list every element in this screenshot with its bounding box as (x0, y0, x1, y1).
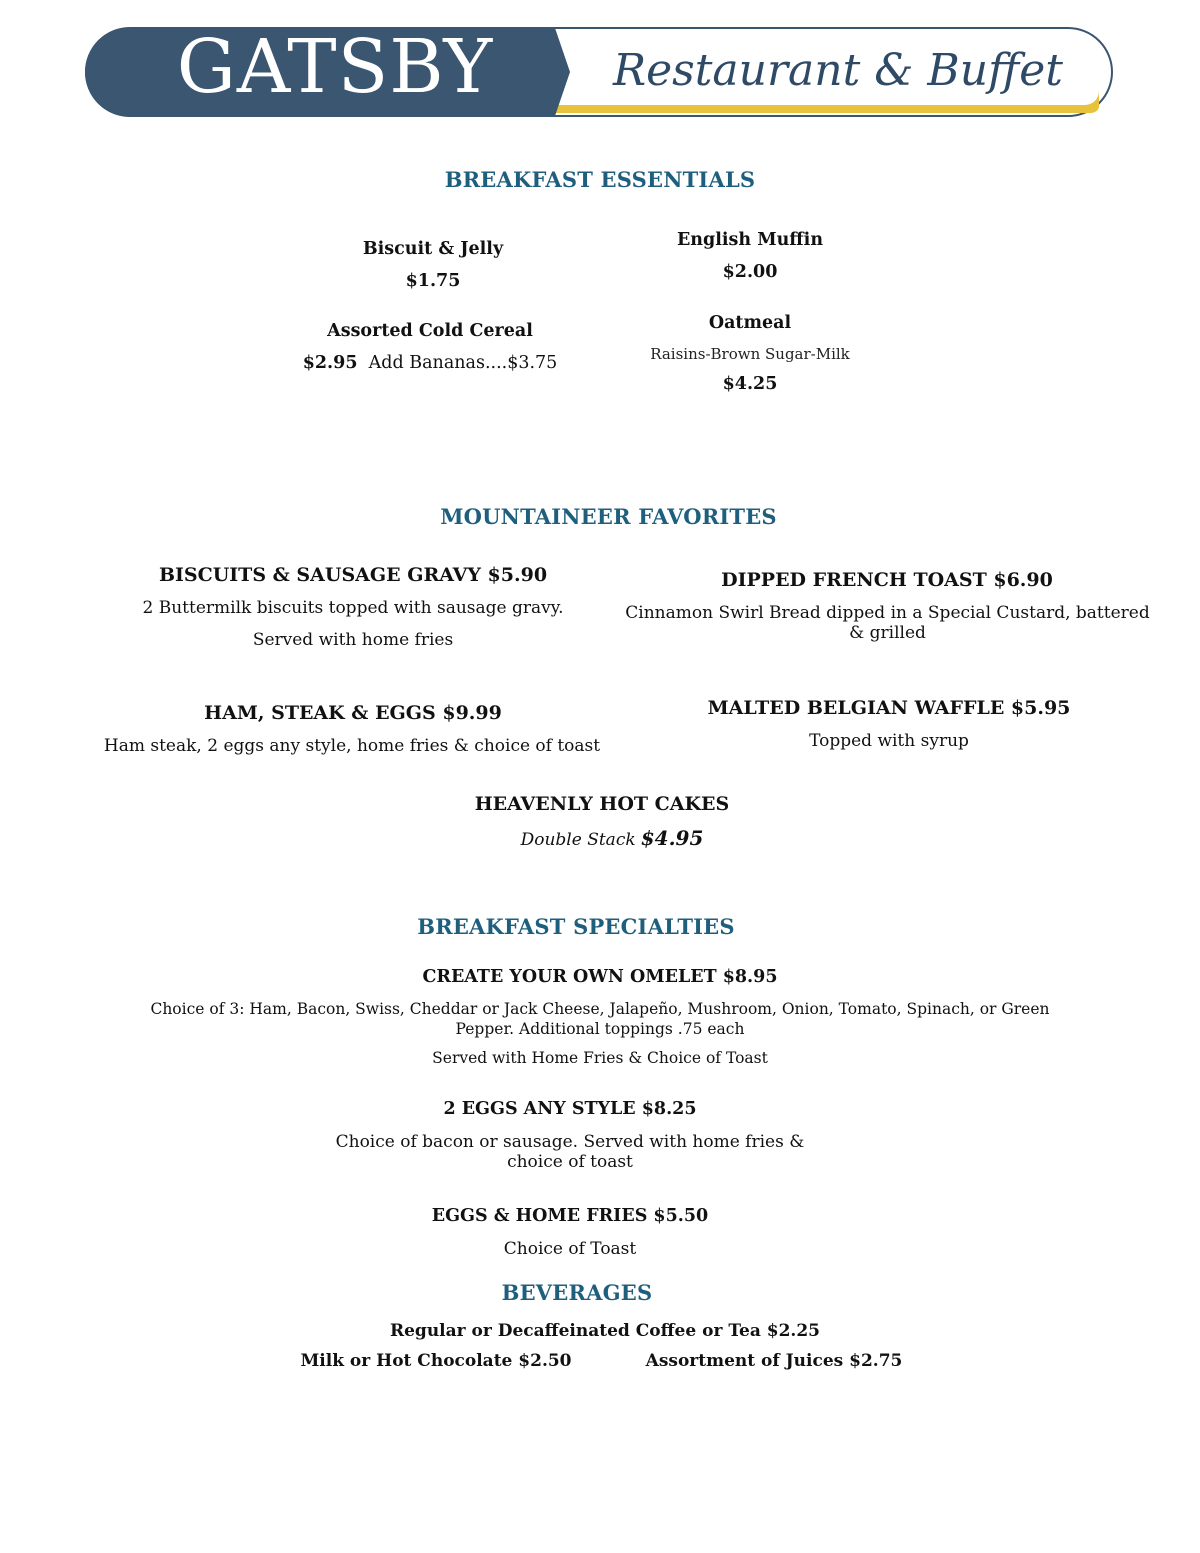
english-muffin-price: $2.00 (722, 262, 778, 282)
hot-cakes-price-row (362, 826, 862, 850)
cold-cereal-name: Assorted Cold Cereal (327, 321, 533, 341)
oatmeal-desc: Raisins-Brown Sugar-Milk (650, 345, 850, 363)
oatmeal-price: $4.25 (722, 374, 778, 394)
belgian-waffle-desc: Topped with syrup (809, 731, 969, 751)
restaurant-name: GATSBY (176, 24, 494, 110)
hot-cakes-name: HEAVENLY HOT CAKES (474, 793, 730, 815)
french-toast-desc: Cinnamon Swirl Bread dipped in a Special Custard, battered & grilled (625, 603, 1150, 643)
oatmeal-name: Oatmeal (708, 313, 792, 333)
eggs-home-fries-desc: Choice of Toast (503, 1239, 637, 1259)
cold-cereal-price: $2.95 (302, 353, 358, 373)
beverage-coffee: Regular or Decaffeinated Coffee or Tea $2.25 (389, 1321, 821, 1341)
section-title-breakfast-essentials: BREAKFAST ESSENTIALS (444, 167, 756, 192)
ham-steak-eggs-name: HAM, STEAK & EGGS $9.99 (204, 702, 502, 724)
omelet-desc: Choice of 3: Ham, Bacon, Swiss, Cheddar or Jack Cheese, Jalapeño, Mushroom, Onion, Tomato, Spinach, or Green Pepper. Additional toppings .75 each (150, 1000, 1050, 1038)
two-eggs-desc: Choice of bacon or sausage. Served with home fries & choice of toast (335, 1132, 805, 1172)
section-title-beverages: BEVERAGES (501, 1280, 653, 1305)
biscuits-gravy-desc: 2 Buttermilk biscuits topped with sausage gravy. (142, 598, 564, 618)
section-title-mountaineer-favorites: MOUNTAINEER FAVORITES (440, 504, 777, 529)
french-toast-name: DIPPED FRENCH TOAST $6.90 (721, 569, 1053, 591)
restaurant-subtitle: Restaurant & Buffet (613, 45, 1063, 96)
beverage-milk: Milk or Hot Chocolate $2.50 (300, 1351, 572, 1371)
english-muffin-name: English Muffin (676, 230, 824, 250)
hot-cakes-desc: Double Stack (520, 830, 636, 850)
cold-cereal-price-row (280, 353, 580, 373)
biscuits-gravy-name: BISCUITS & SAUSAGE GRAVY $5.90 (158, 564, 548, 586)
beverage-juices: Assortment of Juices $2.75 (645, 1351, 903, 1371)
omelet-name: CREATE YOUR OWN OMELET $8.95 (422, 967, 778, 987)
belgian-waffle-name: MALTED BELGIAN WAFFLE $5.95 (707, 697, 1071, 719)
omelet-served: Served with Home Fries & Choice of Toast (432, 1049, 768, 1067)
two-eggs-name: 2 EGGS ANY STYLE $8.25 (443, 1099, 697, 1119)
biscuit-jelly-price: $1.75 (405, 271, 461, 291)
biscuit-jelly-name: Biscuit & Jelly (362, 239, 504, 259)
hot-cakes-price: $4.95 (640, 826, 704, 850)
biscuits-gravy-served: Served with home fries (252, 630, 454, 650)
cold-cereal-addon: Add Bananas....$3.75 (368, 353, 558, 373)
eggs-home-fries-name: EGGS & HOME FRIES $5.50 (431, 1206, 709, 1226)
ham-steak-eggs-desc: Ham steak, 2 eggs any style, home fries & choice of toast (103, 736, 601, 756)
section-title-breakfast-specialties: BREAKFAST SPECIALTIES (417, 914, 735, 939)
